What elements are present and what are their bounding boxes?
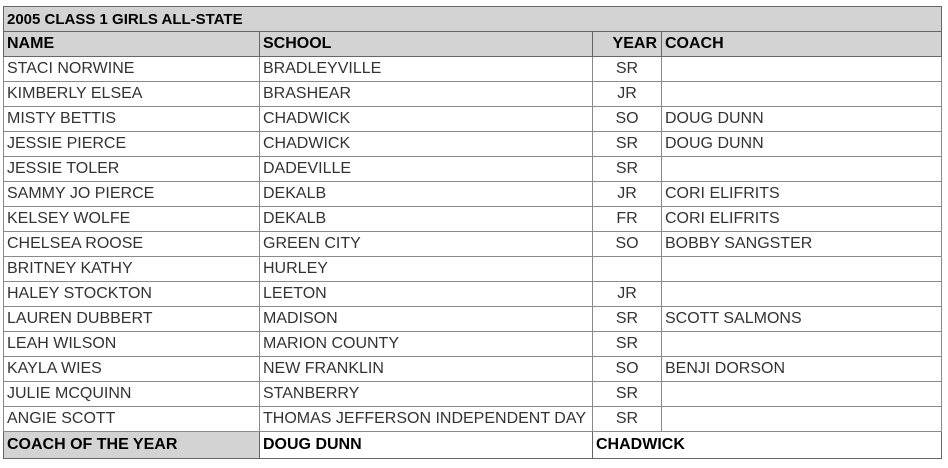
cell-name: JESSIE TOLER xyxy=(4,157,260,182)
table-title: 2005 CLASS 1 GIRLS ALL-STATE xyxy=(4,7,942,32)
cell-school: DADEVILLE xyxy=(260,157,593,182)
cell-name: STACI NORWINE xyxy=(4,57,260,82)
table-row xyxy=(4,82,942,107)
table-row xyxy=(4,382,942,407)
cell-year: SR xyxy=(593,382,662,407)
cell-name: CHELSEA ROOSE xyxy=(4,232,260,257)
table-row xyxy=(4,207,942,232)
cell-name: LEAH WILSON xyxy=(4,332,260,357)
table-row xyxy=(4,132,942,157)
cell-year xyxy=(593,257,662,282)
cell-coach: DOUG DUNN xyxy=(662,132,942,157)
cell-name: JULIE MCQUINN xyxy=(4,382,260,407)
header-school: SCHOOL xyxy=(260,32,593,57)
cell-year: SO xyxy=(593,232,662,257)
header-name: NAME xyxy=(4,32,260,57)
cell-name: KIMBERLY ELSEA xyxy=(4,82,260,107)
cell-school: LEETON xyxy=(260,282,593,307)
cell-school: GREEN CITY xyxy=(260,232,593,257)
cell-coach: BOBBY SANGSTER xyxy=(662,232,942,257)
cell-name: MISTY BETTIS xyxy=(4,107,260,132)
cell-year: SR xyxy=(593,332,662,357)
cell-name: LAUREN DUBBERT xyxy=(4,307,260,332)
cell-coach xyxy=(662,407,942,432)
table-row xyxy=(4,257,942,282)
cell-coach: CORI ELIFRITS xyxy=(662,207,942,232)
cell-year: SR xyxy=(593,307,662,332)
all-state-table-container xyxy=(3,6,942,459)
cell-year: SR xyxy=(593,157,662,182)
table-row xyxy=(4,282,942,307)
cell-name: BRITNEY KATHY xyxy=(4,257,260,282)
table-row xyxy=(4,182,942,207)
cell-year: SR xyxy=(593,407,662,432)
cell-name: KAYLA WIES xyxy=(4,357,260,382)
cell-coach xyxy=(662,157,942,182)
header-year: YEAR xyxy=(593,32,662,57)
cell-school: BRADLEYVILLE xyxy=(260,57,593,82)
cell-coach xyxy=(662,382,942,407)
cell-year: FR xyxy=(593,207,662,232)
coach-of-year-label: COACH OF THE YEAR xyxy=(4,432,260,459)
table-row xyxy=(4,157,942,182)
table-row xyxy=(4,57,942,82)
cell-school: DEKALB xyxy=(260,182,593,207)
table-row xyxy=(4,107,942,132)
table-row xyxy=(4,232,942,257)
cell-coach xyxy=(662,257,942,282)
cell-school: CHADWICK xyxy=(260,107,593,132)
table-row xyxy=(4,307,942,332)
cell-coach xyxy=(662,82,942,107)
cell-school: STANBERRY xyxy=(260,382,593,407)
coach-of-year-coach: DOUG DUNN xyxy=(260,432,593,459)
table-row xyxy=(4,407,942,432)
cell-school: THOMAS JEFFERSON INDEPENDENT DAY xyxy=(260,407,593,432)
cell-school: MARION COUNTY xyxy=(260,332,593,357)
cell-year: SO xyxy=(593,357,662,382)
cell-school: NEW FRANKLIN xyxy=(260,357,593,382)
cell-name: SAMMY JO PIERCE xyxy=(4,182,260,207)
cell-year: SO xyxy=(593,107,662,132)
cell-school: BRASHEAR xyxy=(260,82,593,107)
cell-school: MADISON xyxy=(260,307,593,332)
all-state-table xyxy=(3,6,942,459)
cell-year: SR xyxy=(593,57,662,82)
cell-coach: BENJI DORSON xyxy=(662,357,942,382)
cell-coach: SCOTT SALMONS xyxy=(662,307,942,332)
cell-name: ANGIE SCOTT xyxy=(4,407,260,432)
cell-year: SR xyxy=(593,132,662,157)
cell-school: HURLEY xyxy=(260,257,593,282)
table-header-row xyxy=(4,32,942,57)
cell-coach xyxy=(662,57,942,82)
header-coach: COACH xyxy=(662,32,942,57)
cell-name: KELSEY WOLFE xyxy=(4,207,260,232)
coach-of-year-school: CHADWICK xyxy=(593,432,942,459)
cell-coach: DOUG DUNN xyxy=(662,107,942,132)
table-row xyxy=(4,332,942,357)
cell-coach xyxy=(662,332,942,357)
cell-coach xyxy=(662,282,942,307)
cell-school: DEKALB xyxy=(260,207,593,232)
cell-name: HALEY STOCKTON xyxy=(4,282,260,307)
table-row xyxy=(4,357,942,382)
table-title-row xyxy=(4,7,942,32)
cell-year: JR xyxy=(593,182,662,207)
cell-year: JR xyxy=(593,282,662,307)
cell-name: JESSIE PIERCE xyxy=(4,132,260,157)
cell-school: CHADWICK xyxy=(260,132,593,157)
cell-year: JR xyxy=(593,82,662,107)
coach-of-year-row xyxy=(4,432,942,459)
cell-coach: CORI ELIFRITS xyxy=(662,182,942,207)
